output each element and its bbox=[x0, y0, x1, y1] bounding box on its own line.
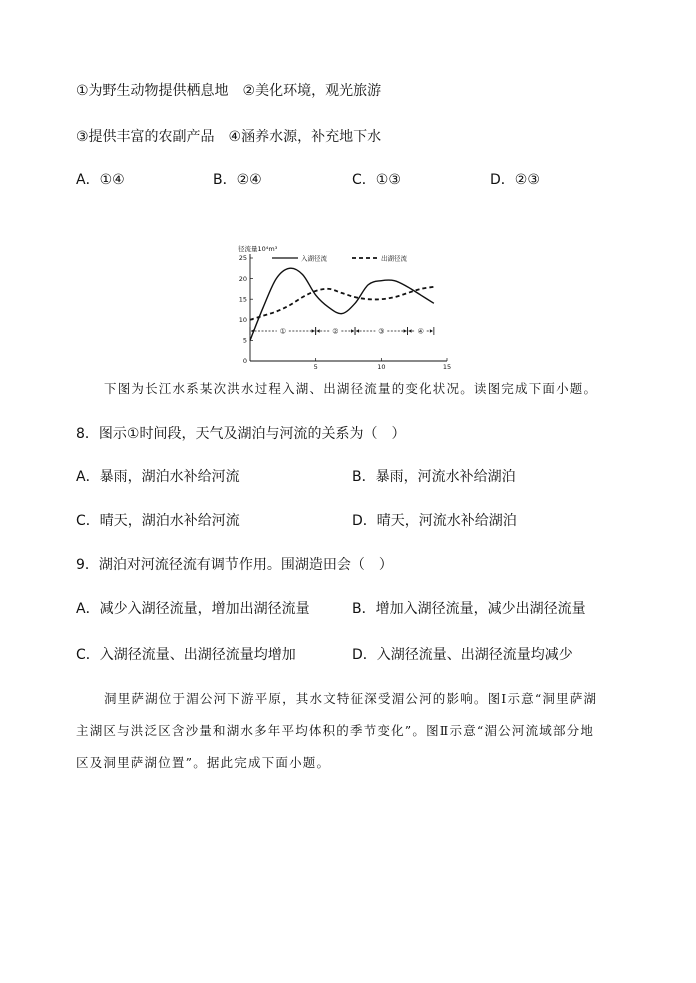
period-arrow-left bbox=[409, 329, 412, 333]
option-c: C．①③ bbox=[352, 172, 401, 188]
q8-option-d: D．晴天，河流水补给湖泊 bbox=[352, 513, 517, 529]
option-a: A．①④ bbox=[76, 172, 125, 188]
q8-stem: 8．图示①时间段，天气及湖泊与河流的关系为（ ） bbox=[76, 426, 406, 442]
y-tick-label: 25 bbox=[238, 254, 247, 263]
period-arrow-left bbox=[356, 329, 359, 333]
legend-label: 入湖径流 bbox=[301, 254, 327, 263]
chart-legend bbox=[272, 253, 408, 262]
chart-caption: 下图为长江水系某次洪水过程入湖、出湖径流量的变化状况。读图完成下面小题。 bbox=[104, 381, 598, 396]
period-arrow-right bbox=[404, 329, 407, 333]
x-tick-label: 5 bbox=[313, 363, 318, 371]
q9-option-c: C．入湖径流量、出湖径流量均增加 bbox=[76, 647, 296, 663]
q8-option-b: B．暴雨，河流水补给湖泊 bbox=[352, 469, 516, 485]
option-d: D．②③ bbox=[490, 172, 540, 188]
period-label: ② bbox=[332, 327, 339, 336]
q9-option-b: B．增加入湖径流量，减少出湖径流量 bbox=[352, 601, 586, 617]
q8-option-c: C．晴天，湖泊水补给河流 bbox=[76, 513, 240, 529]
passage-line-1: 洞里萨湖位于湄公河下游平原，其水文特征深受湄公河的影响。图Ⅰ示意“洞里萨湖 bbox=[104, 691, 598, 706]
x-tick-label: 15 bbox=[442, 363, 452, 371]
y-tick-label: 5 bbox=[242, 336, 247, 345]
passage-line-2: 主湖区与洪泛区含沙量和湖水多年平均体积的季节变化”。图Ⅱ示意“湄公河流域部分地 bbox=[76, 723, 595, 738]
q9-option-d: D．入湖径流量、出湖径流量均减少 bbox=[352, 647, 573, 663]
option-b: B．②④ bbox=[213, 172, 262, 188]
chart-periods bbox=[250, 327, 434, 335]
intro-line-1: ①为野生动物提供栖息地 ②美化环境，观光旅游 bbox=[76, 83, 382, 99]
q9-stem: 9．湖泊对河流径流有调节作用。围湖造田会（ ） bbox=[76, 557, 393, 573]
period-arrow-left bbox=[317, 329, 320, 333]
period-arrow-right bbox=[430, 329, 433, 333]
x-tick-label: 10 bbox=[377, 363, 386, 371]
runoff-chart bbox=[230, 240, 460, 375]
period-label: ① bbox=[279, 327, 286, 336]
inflow-line bbox=[250, 268, 434, 340]
intro-line-2: ③提供丰富的农副产品 ④涵养水源，补充地下水 bbox=[76, 129, 382, 145]
chart-series bbox=[250, 268, 434, 340]
y-tick-label: 10 bbox=[238, 316, 247, 324]
q8-option-a: A．暴雨，湖泊水补给河流 bbox=[76, 469, 240, 485]
legend-label: 出湖径流 bbox=[381, 254, 407, 263]
period-label: ③ bbox=[378, 327, 385, 336]
y-tick-label: 15 bbox=[238, 295, 247, 304]
q9-option-a: A．减少入湖径流量，增加出湖径流量 bbox=[76, 601, 310, 617]
passage-line-3: 区及洞里萨湖位置”。据此完成下面小题。 bbox=[76, 755, 331, 770]
period-arrow-right bbox=[312, 329, 315, 333]
period-arrow-right bbox=[351, 329, 354, 333]
period-label: ④ bbox=[417, 327, 424, 336]
y-tick-label: 0 bbox=[242, 357, 247, 366]
chart-ylabel: 径流量10⁴m³ bbox=[238, 245, 278, 253]
y-tick-label: 20 bbox=[238, 274, 247, 283]
outflow-line bbox=[250, 287, 434, 320]
